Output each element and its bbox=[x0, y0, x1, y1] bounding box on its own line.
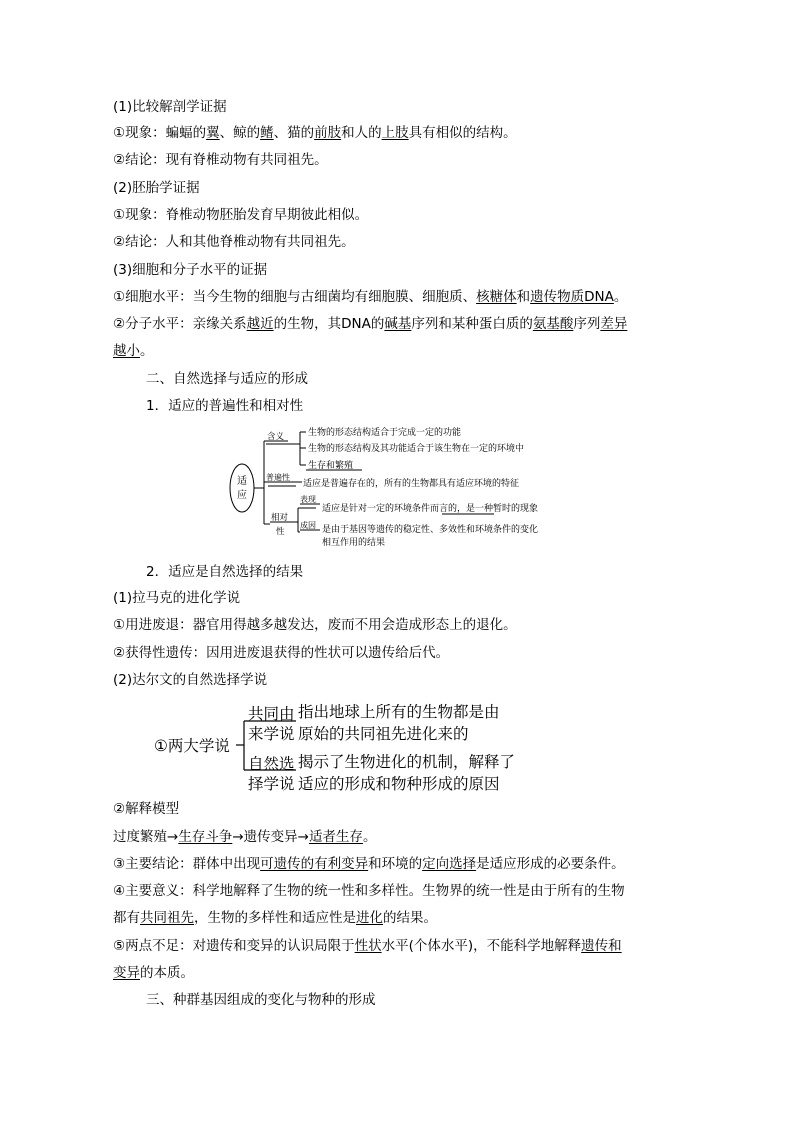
node-xiangdui-b: 性 bbox=[276, 527, 285, 537]
natural-selection-a: 自然选 bbox=[248, 755, 295, 773]
text: ①细胞水平：当今生物的细胞与古细菌均有细胞膜、细胞质、 bbox=[113, 289, 477, 305]
underline-term: 进化 bbox=[356, 910, 383, 926]
underline-term: DNA bbox=[584, 289, 614, 305]
underline-term: 上肢 bbox=[381, 125, 409, 141]
underline-term: 越近 bbox=[246, 316, 274, 332]
chengyin-2: 相互作用的结果 bbox=[322, 538, 386, 548]
section-title-3: 三、种群基因组成的变化与物种的形成 bbox=[146, 992, 376, 1008]
underline-term: 越小 bbox=[113, 343, 140, 359]
heading-lamarck: (1)拉马克的进化学说 bbox=[113, 590, 241, 606]
underline-term: 氨基酸 bbox=[532, 316, 574, 332]
hanyi-3: 生存和繁殖 bbox=[308, 461, 354, 471]
natural-selection-b: 择学说 bbox=[248, 775, 295, 793]
common-descent-a: 共同由 bbox=[248, 705, 295, 723]
root-text-2: 应 bbox=[237, 490, 247, 501]
text: 的结果。 bbox=[383, 910, 437, 926]
paragraph-shortcomings-cont bbox=[113, 964, 194, 982]
underline-term: 前肢 bbox=[314, 125, 342, 141]
text: 、鲸的 bbox=[219, 125, 261, 141]
underline-term: 定向选择 bbox=[422, 856, 477, 872]
subheading-natural-selection: 2．适应是自然选择的结果 bbox=[146, 564, 304, 580]
underline-term: 可遗传的有利变异 bbox=[260, 856, 369, 872]
underline-term: 生存斗争 bbox=[178, 829, 233, 845]
chengyin-1: 是由于基因等遗传的稳定性、多效性和环境条件的变化 bbox=[322, 525, 539, 535]
hanyi-1: 生物的形态结构适合于完成一定的功能 bbox=[308, 428, 462, 438]
text: 水平(个体水平)，不能科学地解释 bbox=[381, 938, 582, 954]
root-text-1: 适 bbox=[237, 476, 247, 487]
paragraph-model bbox=[113, 828, 376, 846]
paragraph-use-disuse: ①用进废退：器官用得越多越发达，废而不用会造成形态上的退化。 bbox=[113, 617, 517, 633]
paragraph-phenomenon-2: ①现象：脊椎动物胚胎发育早期彼此相似。 bbox=[113, 207, 369, 223]
text: 序列和某种蛋白质的 bbox=[411, 316, 533, 332]
paragraph-acquired: ②获得性遗传：因用进废退获得的性状可以遗传给后代。 bbox=[113, 645, 450, 661]
hanyi-2: 生物的形态结构及其功能适合于该生物在一定的环境中 bbox=[308, 444, 525, 454]
adaptation-tree-diagram bbox=[228, 424, 608, 552]
text: 。 bbox=[613, 289, 628, 305]
text: →遗传变异→ bbox=[232, 829, 309, 845]
underline-term: 核糖体 bbox=[476, 289, 517, 305]
underline-term: 遗传和 bbox=[581, 938, 622, 954]
text: ②分子水平：亲缘关系 bbox=[113, 316, 247, 332]
paragraph-significance-cont bbox=[113, 909, 437, 927]
node-chengyin: 成因 bbox=[300, 521, 316, 530]
node-hanyi: 含义 bbox=[267, 432, 285, 442]
heading-embryology: (2)胚胎学证据 bbox=[113, 180, 200, 196]
underline-term: 性状 bbox=[354, 938, 382, 954]
paragraph-significance: ④主要意义：科学地解释了生物的统一性和多样性。生物界的统一性是由于所有的生物 bbox=[113, 883, 625, 899]
natural-selection-text-1: 揭示了生物进化的机制，解释了 bbox=[298, 753, 516, 771]
subheading-adaptation: 1．适应的普遍性和相对性 bbox=[146, 398, 304, 414]
node-xiangdui-a: 相对 bbox=[271, 513, 289, 523]
heading-darwin: (2)达尔文的自然选择学说 bbox=[113, 672, 268, 688]
natural-selection-text-2: 适应的形成和物种形成的原因 bbox=[298, 775, 500, 793]
darwin-theories-diagram bbox=[150, 698, 570, 792]
text: ①现象：蝙蝠的 bbox=[113, 125, 207, 141]
text: 。 bbox=[140, 343, 154, 359]
underline-term: 翼 bbox=[206, 125, 220, 141]
heading-model: ②解释模型 bbox=[113, 801, 180, 817]
common-descent-text-1: 指出地球上所有的生物都是由 bbox=[298, 703, 500, 721]
text: 。 bbox=[362, 829, 377, 845]
text: 序列 bbox=[573, 316, 601, 332]
root-ellipse bbox=[230, 464, 254, 512]
underline-term: 鳍 bbox=[260, 125, 274, 141]
section-title-2: 二、自然选择与适应的形成 bbox=[146, 371, 308, 387]
text: 和人的 bbox=[341, 125, 382, 141]
text: 和环境的 bbox=[368, 856, 423, 872]
common-descent-b: 来学说 bbox=[248, 725, 295, 743]
common-descent-text-2: 原始的共同祖先进化来的 bbox=[298, 725, 469, 743]
text: ⑤两点不足：对遗传和变异的认识局限于 bbox=[113, 938, 355, 954]
darwin-label: ①两大学说 bbox=[154, 737, 230, 755]
text: 是适应形成的必要条件。 bbox=[476, 856, 625, 872]
node-pubian: 普遍性 bbox=[266, 473, 290, 482]
text: 的本质。 bbox=[140, 965, 194, 981]
paragraph-shortcomings bbox=[113, 937, 622, 955]
underline-term: 变异 bbox=[113, 965, 140, 981]
biaoxian-text: 适应是针对一定的环境条件而言的，是一种暂时的现象 bbox=[322, 504, 539, 514]
text: ，生物的多样性和适应性是 bbox=[194, 910, 356, 926]
heading-comparative-anatomy: (1)比较解剖学证据 bbox=[113, 99, 227, 115]
text: 、猫的 bbox=[273, 125, 315, 141]
pubian-text: 适应是普遍存在的，所有的生物都具有适应环境的特征 bbox=[303, 479, 520, 489]
underline-term: 适者生存 bbox=[308, 829, 363, 845]
paragraph-molecular-level bbox=[113, 315, 627, 333]
underline-term: 遗传物质 bbox=[530, 289, 585, 305]
text: ③主要结论：群体中出现 bbox=[113, 856, 261, 872]
underline-term: 差异 bbox=[600, 316, 628, 332]
paragraph-cell-level bbox=[113, 288, 627, 306]
paragraph-molecular-level-cont bbox=[113, 342, 154, 360]
node-biaoxian: 表现 bbox=[300, 495, 316, 504]
paragraph-phenomenon-1 bbox=[113, 124, 517, 142]
underline-term: 共同祖先 bbox=[140, 910, 194, 926]
heading-cell-molecular: (3)细胞和分子水平的证据 bbox=[113, 262, 268, 278]
paragraph-main-conclusion bbox=[113, 855, 625, 873]
text: 具有相似的结构。 bbox=[408, 125, 517, 141]
text: 和 bbox=[516, 289, 531, 305]
paragraph-conclusion-1: ②结论：现有脊椎动物有共同祖先。 bbox=[113, 152, 328, 168]
text: 的生物，其DNA的 bbox=[273, 316, 385, 332]
text: 都有 bbox=[113, 910, 140, 926]
paragraph-conclusion-2: ②结论：人和其他脊椎动物有共同祖先。 bbox=[113, 234, 355, 250]
text: 过度繁殖→ bbox=[113, 829, 179, 845]
underline-term: 碱基 bbox=[384, 316, 412, 332]
